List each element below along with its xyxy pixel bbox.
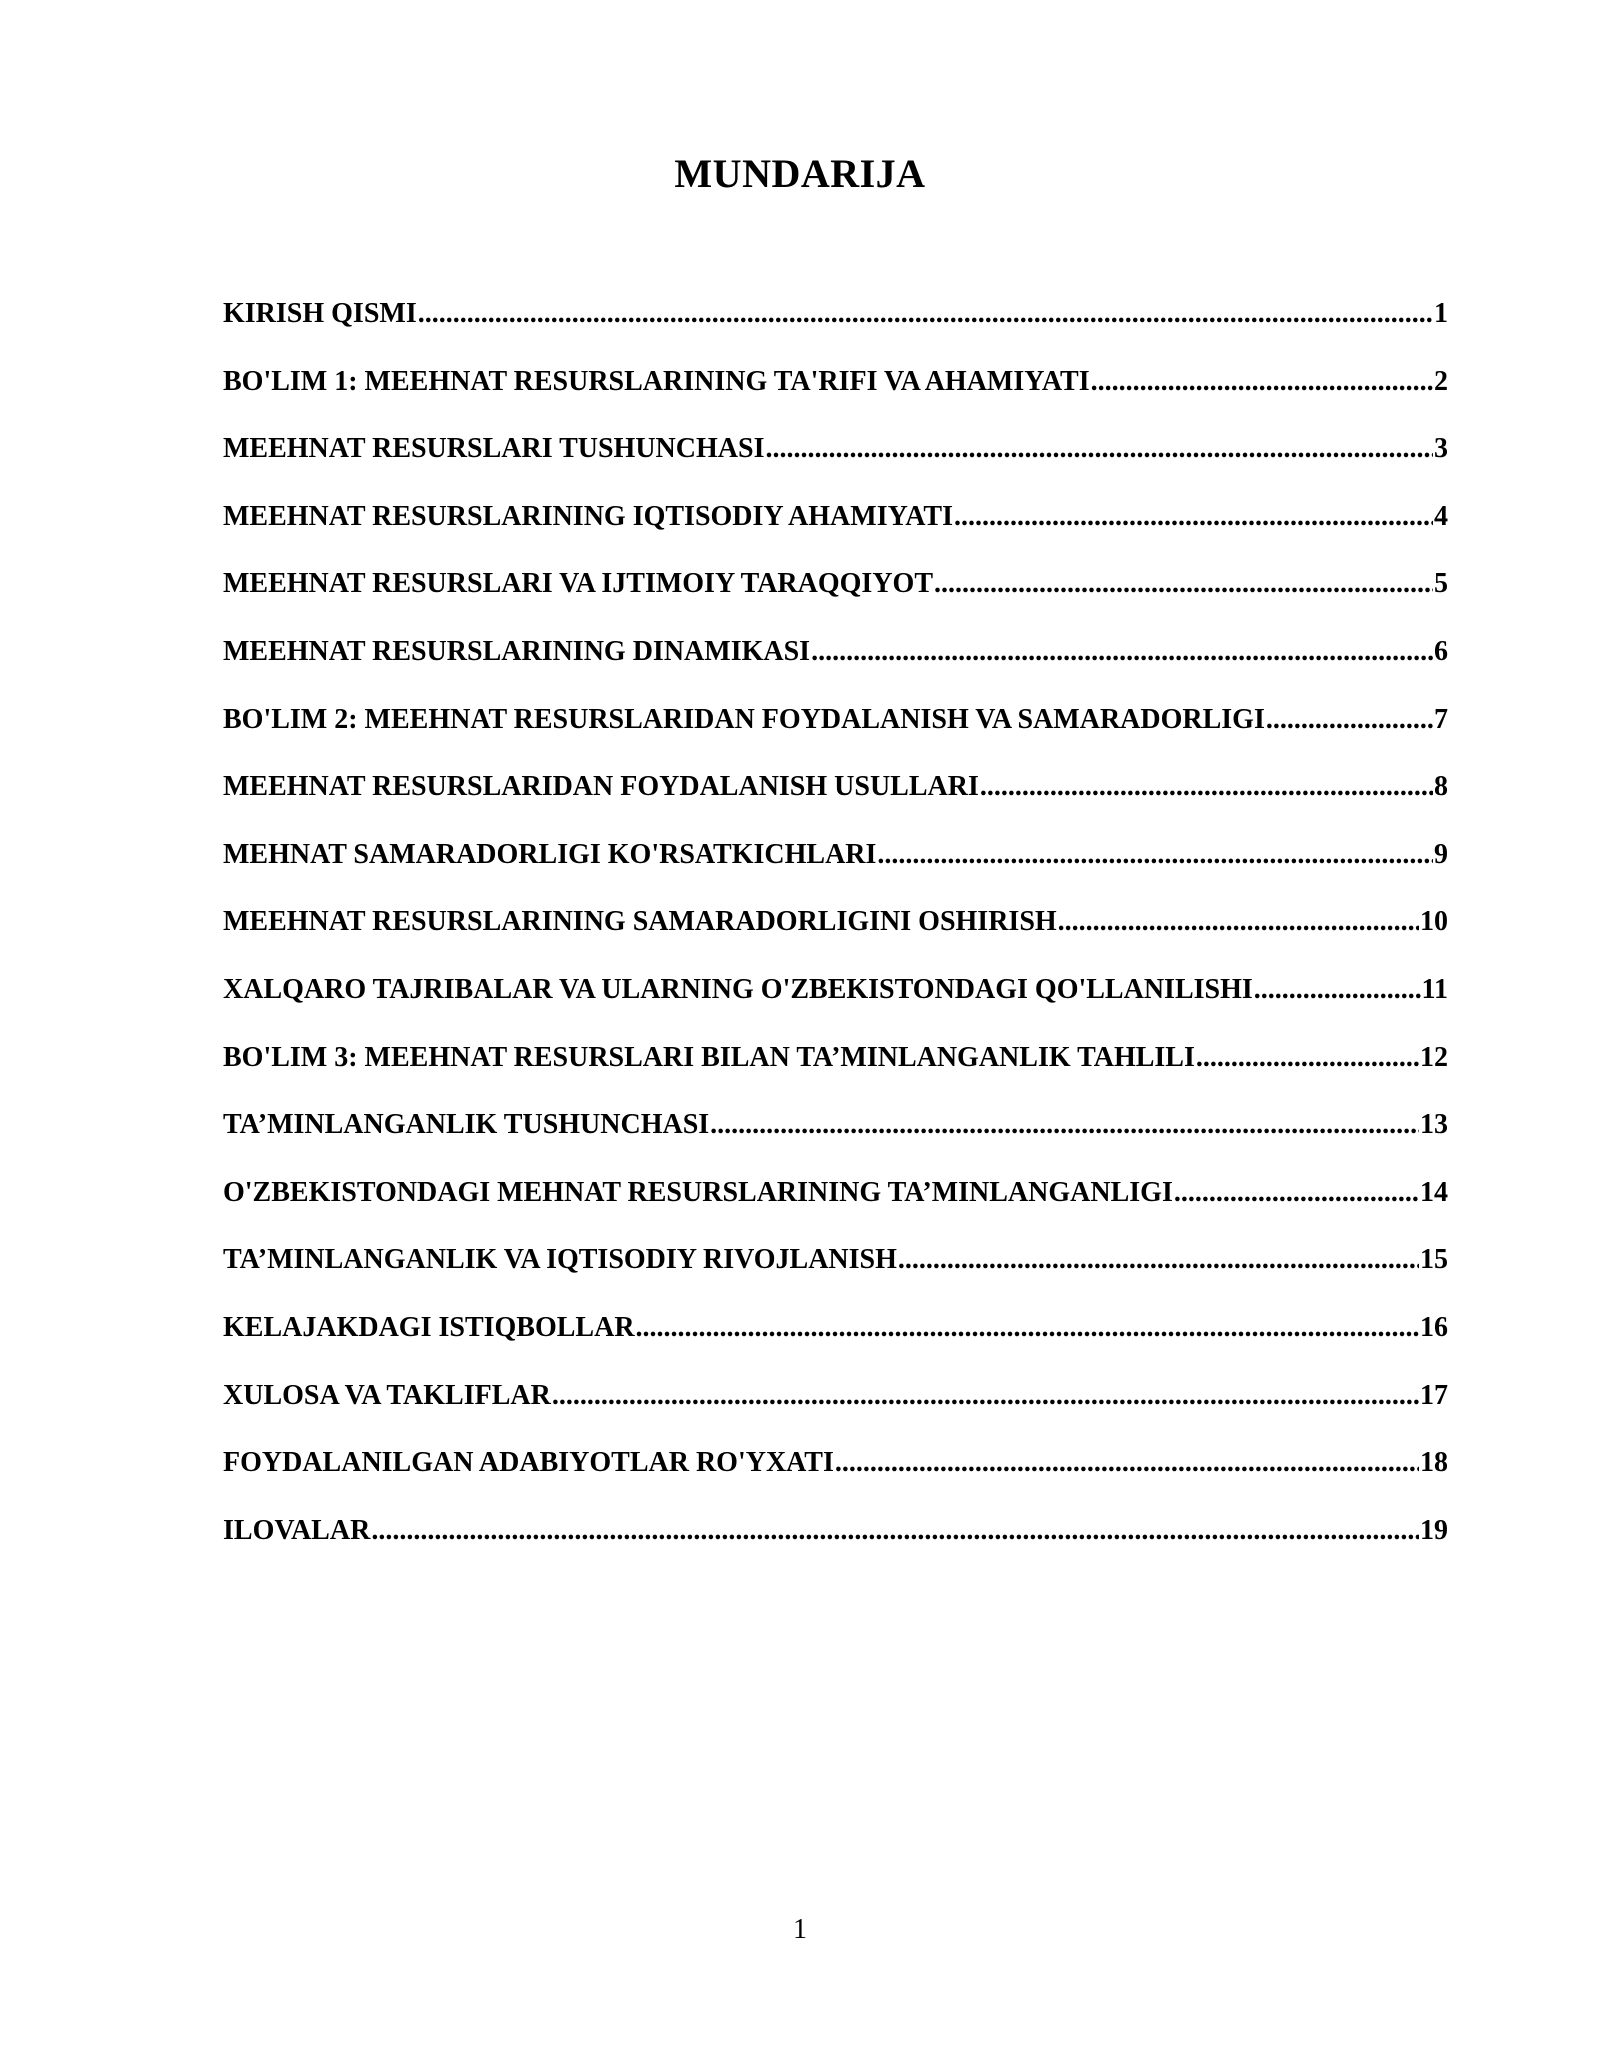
toc-entry-page: 8 xyxy=(1434,771,1448,803)
toc-entry-label: BO'LIM 2: MEEHNAT RESURSLARIDAN FOYDALANISH VA SAMARADORLIGI xyxy=(223,703,1265,735)
toc-entry-label: TA’MINLANGANLIK VA IQTISODIY RIVOJLANISH xyxy=(223,1244,897,1276)
toc-entry-page: 11 xyxy=(1421,973,1448,1005)
toc-entry[interactable] xyxy=(223,1304,1448,1372)
toc-leader-dots xyxy=(980,763,1433,811)
toc-leader-dots xyxy=(1196,1034,1419,1082)
toc-entry[interactable] xyxy=(223,1101,1448,1169)
toc-entry-label: MEEHNAT RESURSLARIDAN FOYDALANISH USULLARI xyxy=(223,771,979,803)
toc-entry[interactable] xyxy=(223,1169,1448,1237)
toc-entry[interactable] xyxy=(223,966,1448,1034)
toc-entry-label: MEEHNAT RESURSLARINING SAMARADORLIGINI OSHIRISH xyxy=(223,906,1057,938)
toc-leader-dots xyxy=(877,831,1433,879)
table-of-contents xyxy=(223,290,1448,1574)
toc-entry[interactable] xyxy=(223,290,1448,358)
toc-entry-page: 9 xyxy=(1434,838,1448,870)
toc-leader-dots xyxy=(418,290,1433,338)
toc-entry-page: 4 xyxy=(1434,500,1448,532)
toc-entry-label: KIRISH QISMI xyxy=(223,298,417,329)
toc-leader-dots xyxy=(934,560,1433,608)
toc-entry[interactable] xyxy=(223,1439,1448,1507)
toc-leader-dots xyxy=(1266,696,1433,744)
toc-leader-dots xyxy=(1058,898,1419,946)
toc-entry[interactable] xyxy=(223,358,1448,426)
toc-leader-dots xyxy=(636,1304,1419,1352)
toc-entry-page: 17 xyxy=(1420,1379,1448,1411)
page-number: 1 xyxy=(793,1914,807,1945)
toc-entry-page: 14 xyxy=(1420,1176,1448,1208)
toc-entry[interactable] xyxy=(223,1372,1448,1440)
toc-leader-dots xyxy=(765,425,1433,473)
toc-entry[interactable] xyxy=(223,696,1448,764)
toc-entry-page: 1 xyxy=(1434,298,1448,329)
toc-entry[interactable] xyxy=(223,1507,1448,1575)
toc-entry-label: MEEHNAT RESURSLARI TUSHUNCHASI xyxy=(223,433,765,465)
toc-entry-page: 10 xyxy=(1420,906,1448,938)
toc-entry[interactable] xyxy=(223,560,1448,628)
toc-entry-page: 15 xyxy=(1420,1244,1448,1276)
toc-entry[interactable] xyxy=(223,628,1448,696)
toc-entry-label: MEEHNAT RESURSLARINING IQTISODIY AHAMIYATI xyxy=(223,500,953,532)
toc-leader-dots xyxy=(1091,358,1433,406)
toc-entry[interactable] xyxy=(223,1236,1448,1304)
toc-entry-page: 16 xyxy=(1420,1311,1448,1343)
toc-leader-dots xyxy=(835,1439,1419,1487)
toc-entry-label: KELAJAKDAGI ISTIQBOLLAR xyxy=(223,1311,635,1343)
toc-leader-dots xyxy=(898,1236,1419,1284)
toc-entry-page: 3 xyxy=(1434,433,1448,465)
toc-entry[interactable] xyxy=(223,425,1448,493)
toc-entry[interactable] xyxy=(223,1034,1448,1102)
toc-entry-page: 18 xyxy=(1420,1447,1448,1479)
toc-entry-label: BO'LIM 3: MEEHNAT RESURSLARI BILAN TA’MINLANGANLIK TAHLILI xyxy=(223,1041,1195,1073)
toc-entry[interactable] xyxy=(223,493,1448,561)
toc-leader-dots xyxy=(710,1101,1419,1149)
toc-entry[interactable] xyxy=(223,898,1448,966)
toc-leader-dots xyxy=(1254,966,1421,1014)
toc-entry-label: MEHNAT SAMARADORLIGI KO'RSATKICHLARI xyxy=(223,838,877,870)
toc-entry-label: XULOSA VA TAKLIFLAR xyxy=(223,1379,551,1411)
toc-entry[interactable] xyxy=(223,831,1448,899)
toc-leader-dots xyxy=(552,1372,1419,1420)
toc-entry-page: 19 xyxy=(1420,1514,1448,1546)
toc-entry-page: 13 xyxy=(1420,1109,1448,1141)
toc-entry-page: 7 xyxy=(1434,703,1448,735)
toc-entry-page: 12 xyxy=(1420,1041,1448,1073)
toc-leader-dots xyxy=(954,493,1433,541)
toc-entry-label: O'ZBEKISTONDAGI MEHNAT RESURSLARINING TA’MINLANGANLIGI xyxy=(223,1176,1173,1208)
toc-entry-label: BO'LIM 1: MEEHNAT RESURSLARINING TA'RIFI VA AHAMIYATI xyxy=(223,365,1090,397)
toc-entry-label: ILOVALAR xyxy=(223,1514,371,1546)
toc-entry-page: 2 xyxy=(1434,365,1448,397)
toc-entry-label: FOYDALANILGAN ADABIYOTLAR RO'YXATI xyxy=(223,1447,834,1479)
document-title: MUNDARIJA xyxy=(674,151,926,196)
toc-entry-label: MEEHNAT RESURSLARI VA IJTIMOIY TARAQQIYOT xyxy=(223,568,934,600)
toc-entry-page: 6 xyxy=(1434,635,1448,667)
toc-entry-label: MEEHNAT RESURSLARINING DINAMIKASI xyxy=(223,635,811,667)
toc-leader-dots xyxy=(371,1507,1419,1555)
toc-leader-dots xyxy=(1174,1169,1419,1217)
toc-leader-dots xyxy=(811,628,1433,676)
toc-entry-label: XALQARO TAJRIBALAR VA ULARNING O'ZBEKISTONDAGI QO'LLANILISHI xyxy=(223,973,1253,1005)
toc-entry-page: 5 xyxy=(1434,568,1448,600)
toc-entry-label: TA’MINLANGANLIK TUSHUNCHASI xyxy=(223,1109,710,1141)
toc-entry[interactable] xyxy=(223,763,1448,831)
